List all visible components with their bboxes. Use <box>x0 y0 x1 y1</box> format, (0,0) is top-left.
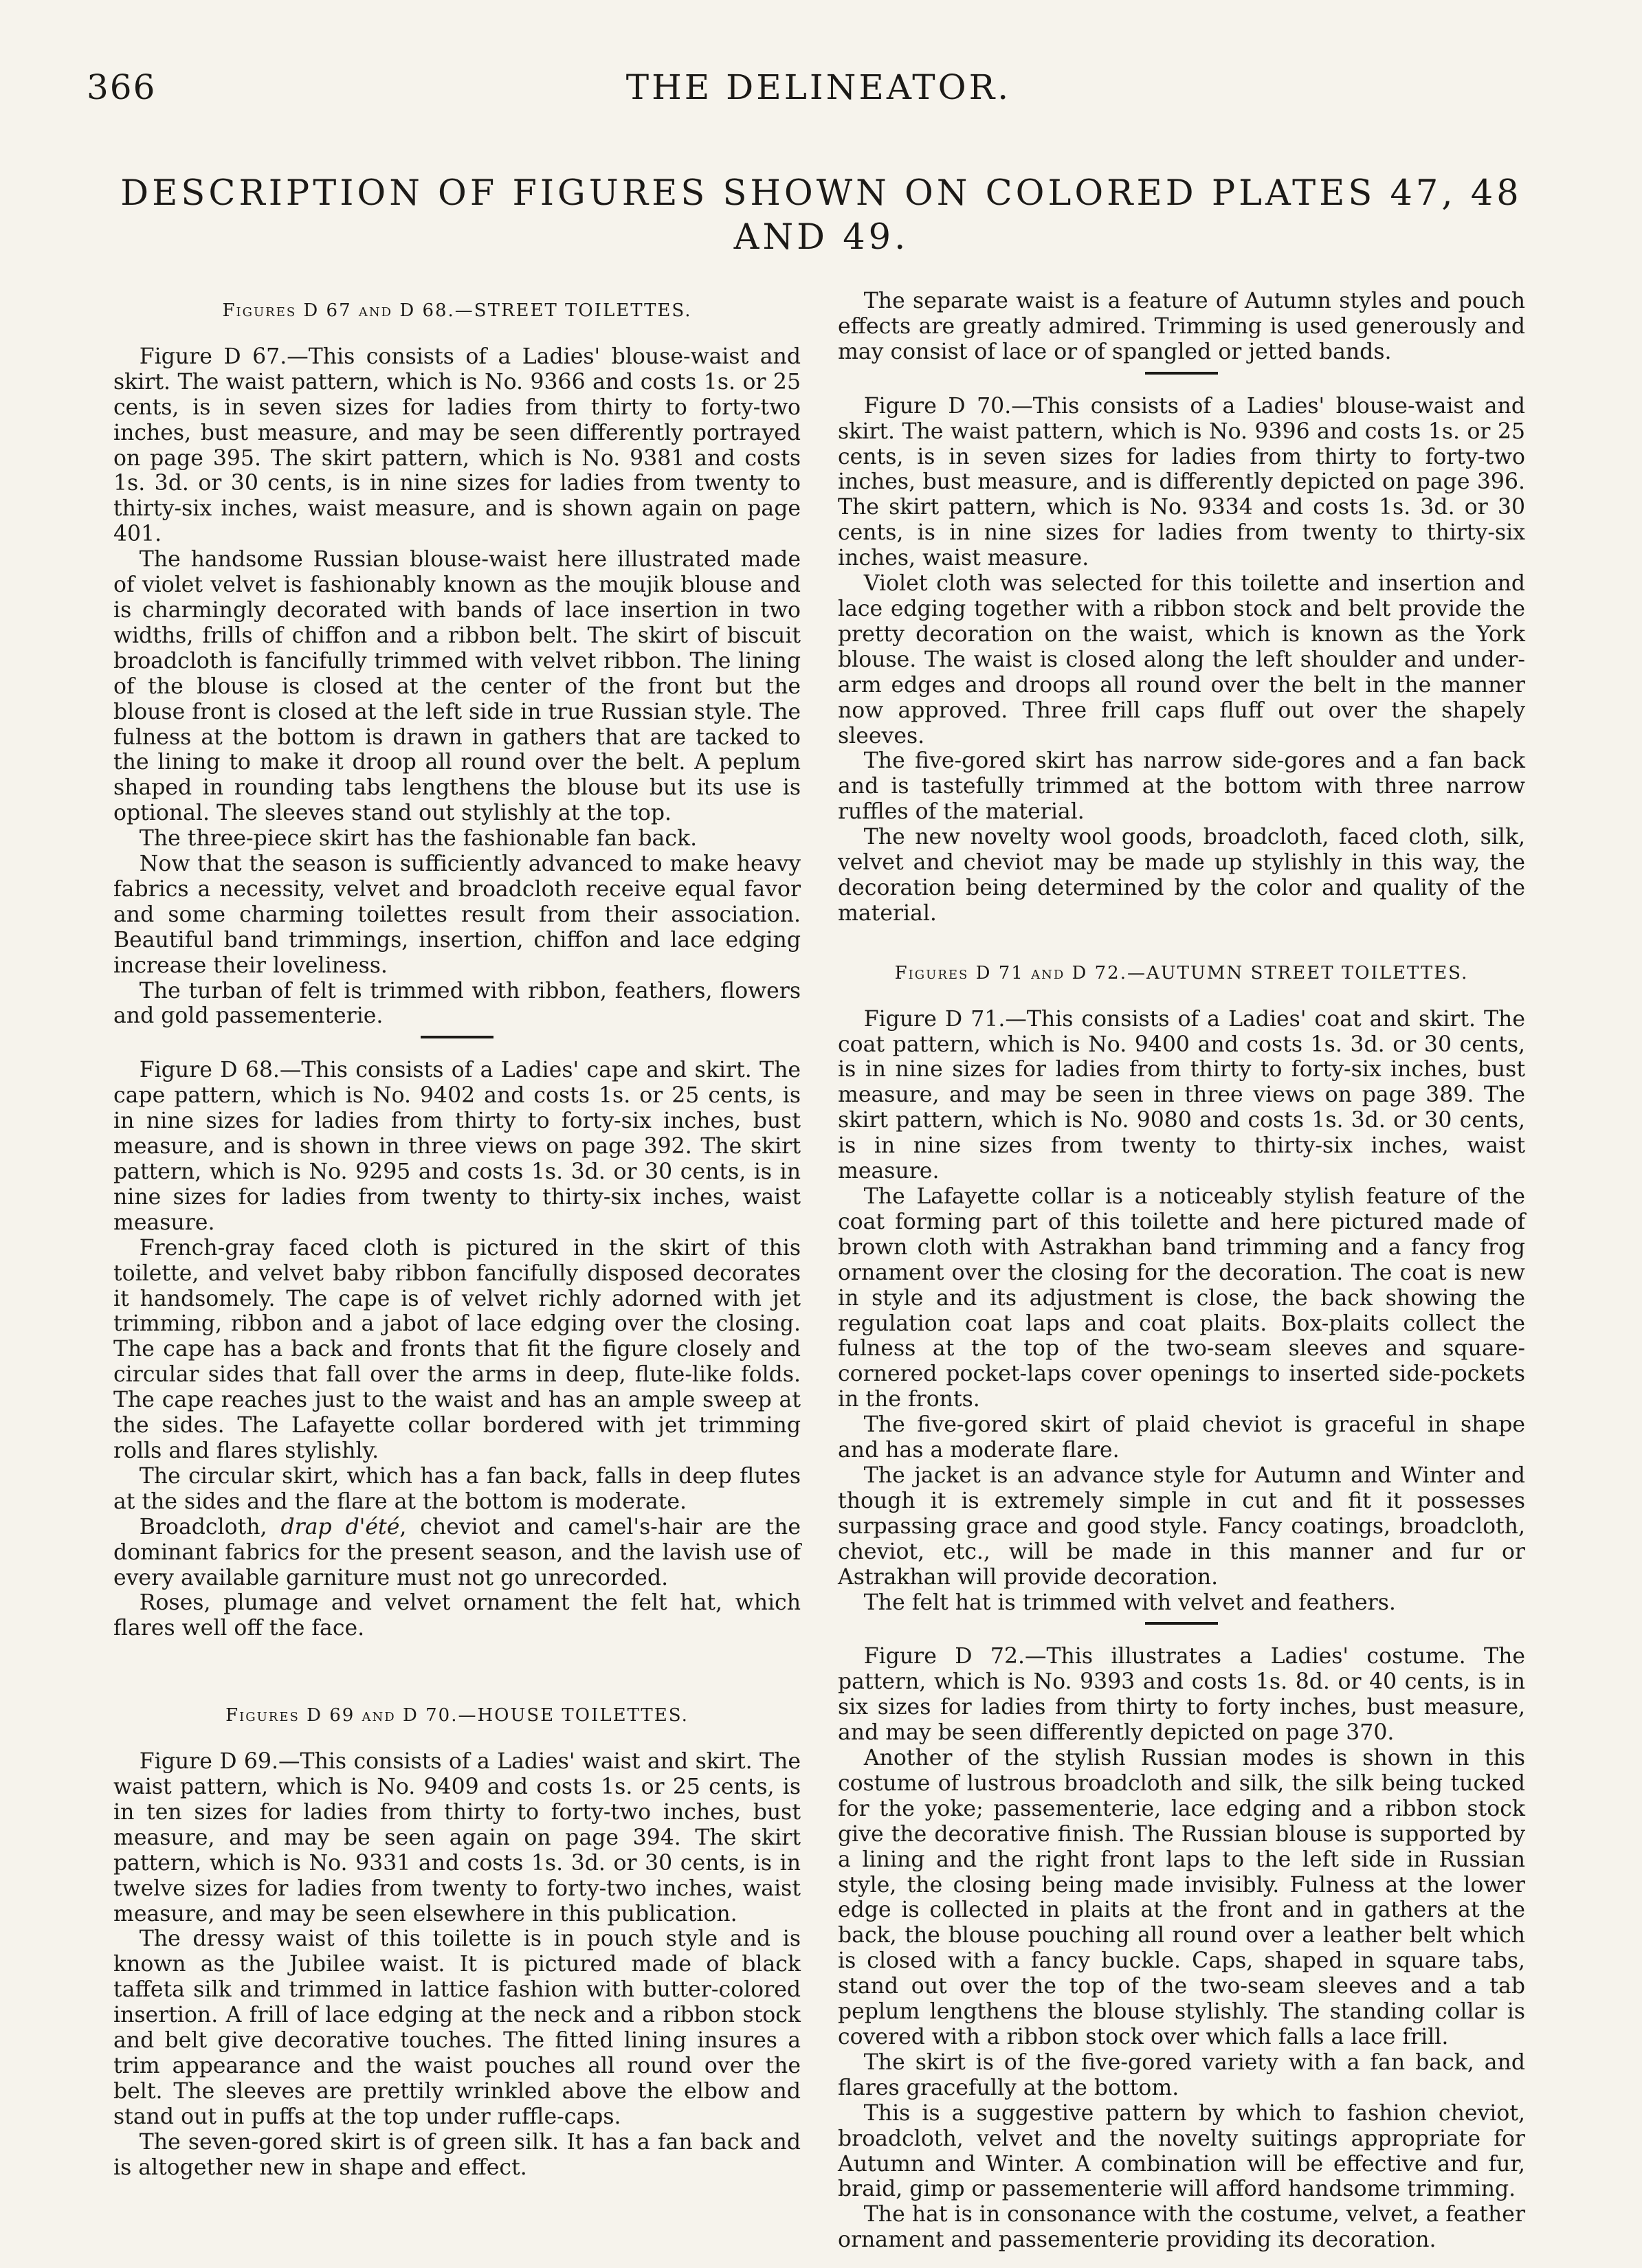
paragraph: Now that the season is sufficiently advanced to make heavy fabrics a necessity, velvet and broadcloth receive equal favor and some charming toilettes result from their association. Beautiful band trimmings, insertion, chiffon and lace edging increase their loveliness. <box>113 852 801 978</box>
spacer <box>113 1641 801 1693</box>
italic-text-run: drap d'été <box>280 1514 400 1539</box>
paragraph: The jacket is an advance style for Autumn and Winter and though it is extremely simple in cut and fit it possesses surpassing grace and good style. Fancy coatings, broadcloth, cheviot, etc., will be made in this manner and fur or Astrakhan will provide decoration. <box>838 1463 1525 1590</box>
paragraph: The felt hat is trimmed with velvet and feathers. <box>863 1590 1396 1615</box>
paragraph: The new novelty wool goods, broadcloth, faced cloth, silk, velvet and cheviot may be made up stylishly in this way, the decoration being determined by the color and quality of the material. <box>838 825 1525 926</box>
text-run: , cheviot and camel's-hair are the dominant fabrics for the present season, and the lavish use of every available garniture must not go unrecorded. <box>113 1514 801 1590</box>
paragraph: The turban of felt is trimmed with ribbon, feathers, flowers and gold passementerie. <box>113 978 801 1029</box>
right-column <box>838 289 1525 2253</box>
paragraph: Figure D 67.—This consists of a Ladies' blouse-waist and skirt. The waist pattern, which is No. 9366 and costs 1s. or 25 cents, is in seven sizes for ladies from thirty to forty-two inches, bust measure, and may be seen differently portrayed on page 395. The skirt pattern, which is No. 9381 and costs 1s. 3d. or 30 cents, is in nine sizes for ladies from twenty to thirty-six inches, waist measure, and is shown again on page 401. <box>113 344 801 547</box>
paragraph: The five-gored skirt of plaid cheviot is graceful in shape and has a moderate flare. <box>838 1412 1525 1463</box>
section-heading-house-toilettes: Figures D 69 and D 70.—HOUSE TOILETTES. <box>225 1705 689 1726</box>
paragraph: The Lafayette collar is a noticeably stylish feature of the coat forming part of this toilette and here pictured made of brown cloth with Astrakhan band trimming and a fancy frog ornament over the closing for the decoration. The coat is new in style and its adjustment is close, the back showing the regulation coat laps and coat plaits. Box-plaits collect the fulness at the top of the two-seam sleeves and square-cornered pocket-laps cover openings to inserted side-pockets in the fronts. <box>838 1184 1525 1412</box>
paragraph: Figure D 70.—This consists of a Ladies' blouse-waist and skirt. The waist pattern, which is No. 9396 and costs 1s. or 25 cents, is in seven sizes for ladies from thirty to forty-two inches, bust measure, and is differently depicted on page 396. The skirt pattern, which is No. 9334 and costs 1s. 3d. or 30 cents, is in nine sizes for ladies from twenty to thirty-six inches, waist measure. <box>838 393 1525 571</box>
paragraph: The dressy waist of this toilette is in pouch style and is known as the Jubilee waist. It is pictured made of black taffeta silk and trimmed in lattice fashion with butter-colored insertion. A frill of lace edging at the neck and a ribbon stock and belt give decorative touches. The fitted lining insures a trim appearance and the waist pouches all round over the belt. The sleeves are prettily wrinkled above the elbow and stand out in puffs at the top under ruffle-caps. <box>113 1926 801 2129</box>
paragraph: Roses, plumage and velvet ornament the felt hat, which flares well off the face. <box>113 1590 801 1641</box>
separator-rule <box>1145 1622 1218 1625</box>
paragraph: The circular skirt, which has a fan back, falls in deep flutes at the sides and the flare at the bottom is moderate. <box>113 1463 801 1514</box>
separator-rule <box>1145 372 1218 375</box>
paragraph: The three-piece skirt has the fashionable fan back. <box>139 826 698 852</box>
paragraph: Violet cloth was selected for this toilette and insertion and lace edging together with a ribbon stock and belt provide the pretty decoration on the waist, which is known as the York blouse. The waist is closed along the left shoulder and under-arm edges and droops all round over the belt in the manner now approved. Three frill caps fluff out over the shapely sleeves. <box>838 571 1525 748</box>
paragraph: Figure D 71.—This consists of a Ladies' coat and skirt. The coat pattern, which is No. 9400 and costs 1s. 3d. or 30 cents, is in nine sizes for ladies from thirty to forty-six inches, bust measure, and may be seen in three views on page 389. The skirt pattern, which is No. 9080 and costs 1s. 3d. or 30 cents, is in nine sizes from twenty to thirty-six inches, waist measure. <box>838 1006 1525 1184</box>
paragraph: The separate waist is a feature of Autumn styles and pouch effects are greatly admired. Trimming is used generously and may consist of lace or of spangled or jetted bands. <box>838 289 1525 364</box>
paragraph: Figure D 72.—This illustrates a Ladies' costume. The pattern, which is No. 9393 and costs 1s. 8d. or 40 cents, is in six sizes for ladies from thirty to forty inches, bust measure, and may be seen differently depicted on page 370. <box>838 1644 1525 1746</box>
section-heading-street-toilettes: Figures D 67 and D 68.—STREET TOILETTES. <box>222 300 692 321</box>
spacer <box>838 926 1525 951</box>
article-title: DESCRIPTION OF FIGURES SHOWN ON COLORED PLATES 47, 48 AND 49. <box>120 173 1522 258</box>
paragraph <box>113 1515 801 1591</box>
left-column <box>113 289 801 2181</box>
page-header <box>87 67 1551 115</box>
paragraph: Figure D 69.—This consists of a Ladies' waist and skirt. The waist pattern, which is No. 9409 and costs 1s. or 25 cents, is in ten sizes for ladies from thirty to forty-two inches, bust measure, and may be seen again on page 394. The skirt pattern, which is No. 9331 and costs 1s. 3d. or 30 cents, is in twelve sizes for ladies from twenty to forty-two inches, waist measure, and may be seen elsewhere in this publication. <box>113 1749 801 1926</box>
section-heading-autumn-street-toilettes: Figures D 71 and D 72.—AUTUMN STREET TOILETTES. <box>894 962 1469 983</box>
paragraph: Another of the stylish Russian modes is shown in this costume of lustrous broadcloth and silk, the silk being tucked for the yoke; passementerie, lace edging and a ribbon stock give the decorative finish. The Russian blouse is supported by a lining and the right front laps to the left side in Russian style, the closing being made invisibly. Fulness at the lower edge is collected in plaits at the front and in gathers at the back, the blouse pouching all round over a leather belt which is closed with a fancy buckle. Caps, shaped in square tabs, stand out over the top of the two-seam sleeves and a tab peplum lengthens the blouse stylishly. The standing collar is covered with a ribbon stock over which falls a lace frill. <box>838 1746 1525 2049</box>
paragraph: The skirt is of the five-gored variety with a fan back, and flares gracefully at the bottom. <box>838 2049 1525 2100</box>
paragraph: Figure D 68.—This consists of a Ladies' cape and skirt. The cape pattern, which is No. 9402 and costs 1s. or 25 cents, is in nine sizes for ladies from thirty to forty-six inches, bust measure, and is shown in three views on page 392. The skirt pattern, which is No. 9295 and costs 1s. 3d. or 30 cents, is in nine sizes for ladies from twenty to thirty-six inches, waist measure. <box>113 1058 801 1235</box>
paragraph: French-gray faced cloth is pictured in the skirt of this toilette, and velvet baby ribbon fancifully disposed decorates it handsomely. The cape is of velvet richly adorned with jet trimming, ribbon and a jabot of lace edging over the closing. The cape has a back and fronts that fit the figure closely and circular sides that fall over the arms in deep, flute-like folds. The cape reaches just to the waist and has an ample sweep at the sides. The Lafayette collar bordered with jet trimming rolls and flares stylishly. <box>113 1235 801 1463</box>
page-number: 366 <box>87 67 157 107</box>
paragraph: The handsome Russian blouse-waist here illustrated made of violet velvet is fashionably known as the moujik blouse and is charmingly decorated with bands of lace insertion in two widths, frills of chiffon and a ribbon belt. The skirt of biscuit broadcloth is fancifully trimmed with velvet ribbon. The lining of the blouse is closed at the center of the front but the blouse front is closed at the left side in true Russian style. The fulness at the bottom is drawn in gathers that are tacked to the lining to make it droop all round over the belt. A peplum shaped in rounding tabs lengthens the blouse but its use is optional. The sleeves stand out stylishly at the top. <box>113 547 801 826</box>
paragraph: The seven-gored skirt is of green silk. It has a fan back and is altogether new in shape and effect. <box>113 2129 801 2180</box>
journal-title: THE DELINEATOR. <box>625 67 1012 107</box>
paragraph: The hat is in consonance with the costume, velvet, a feather ornament and passementerie providing its decoration. <box>838 2202 1525 2253</box>
separator-rule <box>421 1036 493 1038</box>
text-run: Broadcloth, <box>139 1514 281 1539</box>
paragraph: This is a suggestive pattern by which to fashion cheviot, broadcloth, velvet and the novelty suitings appropriate for Autumn and Winter. A combination will be effective and fur, braid, gimp or passementerie will afford handsome trimming. <box>838 2100 1525 2202</box>
paragraph: The five-gored skirt has narrow side-gores and a fan back and is tastefully trimmed at the bottom with three narrow ruffles of the material. <box>838 748 1525 825</box>
